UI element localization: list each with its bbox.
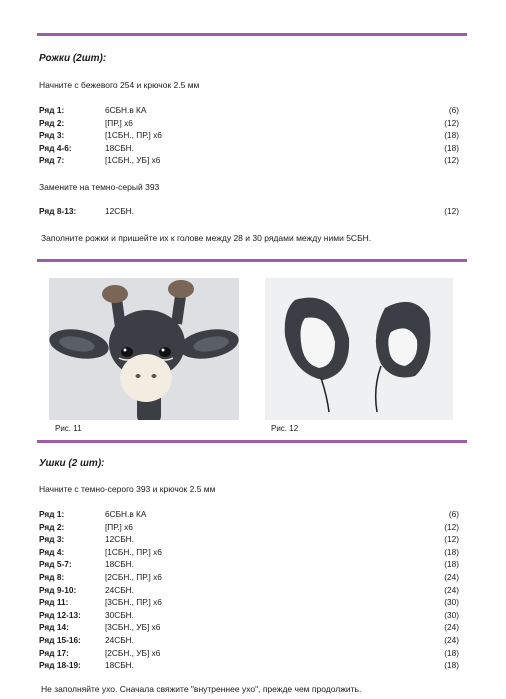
row-count: (18) (444, 559, 459, 570)
table-row (39, 609, 459, 622)
row-count: (12) (444, 117, 459, 128)
table-row (39, 571, 459, 584)
horns-change: Замените на темно-серый 393 (39, 182, 160, 192)
divider-middle (37, 259, 467, 262)
figure-11-caption: Рис. 11 (55, 424, 82, 433)
row-instruction: 30СБН. (105, 609, 134, 620)
table-row (39, 533, 459, 546)
row-instruction: [3СБН., УБ] х6 (105, 622, 161, 633)
ears-title: Ушки (2 шт): (39, 458, 105, 469)
row-count: (12) (444, 155, 459, 166)
row-instruction: [1СБН., ПР.] х6 (105, 130, 162, 141)
row-label: Ряд 4: (39, 546, 65, 557)
ears-start: Начните с темно-серого 393 и крючок 2.5 мм (39, 484, 216, 494)
row-label: Ряд 8-13: (39, 206, 77, 216)
ears-illustration (265, 278, 453, 420)
row-instruction: 18СБН. (105, 559, 134, 570)
row-instruction: [ПР.] х6 (105, 521, 133, 532)
photo-ears (265, 278, 453, 420)
row-count: (18) (444, 546, 459, 557)
photo-giraffe-head (49, 278, 239, 420)
row-instruction: [2СБН., ПР.] х6 (105, 571, 162, 582)
table-row (39, 621, 459, 634)
table-row (39, 596, 459, 609)
row-count: (12) (444, 206, 459, 216)
table-row (39, 142, 459, 155)
row-label: Ряд 9-10: (39, 584, 77, 595)
table-row (39, 659, 459, 672)
table-row (39, 584, 459, 597)
row-instruction: [1СБН., УБ] х6 (105, 155, 161, 166)
row-instruction: 24СБН. (105, 584, 134, 595)
horns-finish: Заполните рожки и пришейте их к голове между 28 и 30 рядами между ними 5СБН. (41, 233, 372, 243)
row-count: (30) (444, 597, 459, 608)
table-row (39, 154, 459, 167)
row-count: (18) (444, 660, 459, 671)
row-label: Ряд 12-13: (39, 609, 81, 620)
row-label: Ряд 11: (39, 597, 69, 608)
row-instruction: 24СБН. (105, 634, 134, 645)
horns-rows-2 (39, 205, 459, 218)
divider-top (37, 33, 467, 36)
table-row (39, 634, 459, 647)
ears-rows (39, 508, 459, 672)
table-row (39, 104, 459, 117)
row-count: (18) (444, 142, 459, 153)
ears-note: Не заполняйте ухо. Сначала свяжите "внутреннее ухо", прежде чем продолжить. (41, 684, 362, 694)
row-label: Ряд 2: (39, 521, 65, 532)
table-row (39, 647, 459, 660)
row-label: Ряд 18-19: (39, 660, 81, 671)
table-row (39, 205, 459, 218)
row-count: (24) (444, 584, 459, 595)
row-label: Ряд 15-16: (39, 634, 81, 645)
row-label: Ряд 1: (39, 105, 65, 115)
row-label: Ряд 5-7: (39, 559, 72, 570)
table-row (39, 508, 459, 521)
row-label: Ряд 2: (39, 117, 65, 128)
figure-12-caption: Рис. 12 (271, 424, 299, 433)
row-instruction: [2СБН., УБ] х6 (105, 647, 161, 658)
table-row (39, 558, 459, 571)
row-instruction: [ПР.] х6 (105, 117, 133, 128)
row-instruction: [3СБН., ПР.] х6 (105, 597, 162, 608)
horns-start: Начните с бежевого 254 и крючок 2.5 мм (39, 80, 200, 90)
row-label: Ряд 17: (39, 647, 69, 658)
row-count: (12) (444, 521, 459, 532)
table-row (39, 117, 459, 130)
table-row (39, 129, 459, 142)
horns-rows (39, 104, 459, 167)
row-count: (6) (448, 105, 459, 115)
row-count: (30) (444, 609, 459, 620)
row-instruction: 18СБН. (105, 660, 134, 671)
row-label: Ряд 4-6: (39, 142, 72, 153)
row-count: (24) (444, 571, 459, 582)
table-row (39, 521, 459, 534)
row-count: (12) (444, 534, 459, 545)
divider-bottom (37, 440, 467, 443)
row-label: Ряд 14: (39, 622, 69, 633)
table-row (39, 546, 459, 559)
row-label: Ряд 8: (39, 571, 65, 582)
row-instruction: 12СБН. (105, 534, 134, 545)
row-count: (24) (444, 634, 459, 645)
row-label: Ряд 7: (39, 155, 65, 166)
horns-title: Рожки (2шт): (39, 53, 107, 64)
row-label: Ряд 3: (39, 130, 65, 141)
row-label: Ряд 3: (39, 534, 65, 545)
row-count: (6) (448, 509, 459, 519)
row-label: Ряд 1: (39, 509, 65, 519)
row-instruction: 12СБН. (105, 206, 134, 216)
row-count: (24) (444, 622, 459, 633)
row-instruction: 6СБН.в КА (105, 509, 147, 519)
giraffe-head-illustration (49, 278, 239, 420)
row-count: (18) (444, 130, 459, 141)
row-count: (18) (444, 647, 459, 658)
row-instruction: [1СБН., ПР.] х6 (105, 546, 162, 557)
row-instruction: 18СБН. (105, 142, 134, 153)
row-instruction: 6СБН.в КА (105, 105, 147, 115)
